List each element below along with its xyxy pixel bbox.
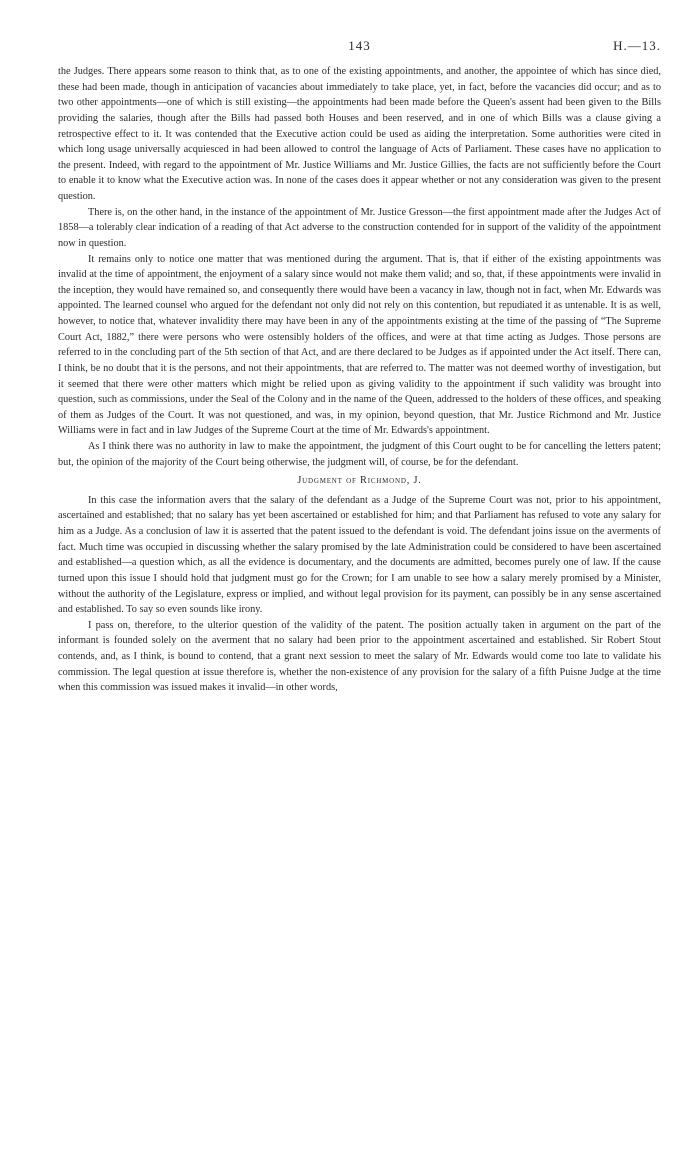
paragraph: There is, on the other hand, in the instance of the appointment of Mr. Justice Gresson—the first appointment made after the Judges Act of 1858—a tolerably clear indication of a reading of that Act adverse to the construction contended for in support of the validity of the appointment now in question. [58, 206, 661, 249]
page-number: 143 [348, 38, 371, 53]
paragraph: As I think there was no authority in law to make the appointment, the judgment of this Court ought to be for cancelling the letters patent; but, the opinion of the majority of the Court being otherwise, the judgment will, of course, be for the defendant. [58, 441, 661, 468]
paragraph: I pass on, therefore, to the ulterior question of the validity of the patent. The position actually taken in argument on the part of the informant is founded solely on the averment that no salary had been prior to the appointment ascertained and established. Sir Robert Stout contends, and, as I think, is bound to contend, that a grant next session to meet the salary of Mr. Edwards would come too late to validate his commission. The legal question at issue therefore is, whether the non-existence of any provision for the salary of a fifth Puisne Judge at the time when this commission was issued makes it invalid—in other words, [58, 619, 661, 694]
paragraph: In this case the information avers that the salary of the defendant as a Judge of the Supreme Court was not, prior to his appointment, ascertained and established; that no salary has yet been ascertained or established for him; and that Parliament has refused to vote any salary for him as a Judge. As a conclusion of law it is asserted that the patent issued to the defendant is void. The defendant joins issue on the averments of fact. Much time was occupied in discussing whether the salary promised by the late Administration could be considered to have been ascertained and established—a question which, as all the evidence is documentary, and the documents are admitted, becomes purely one of law. If the cause turned upon this issue I should hold that judgment must go for the Crown; for I am unable to see how a salary merely promised by a Minister, without the authority of the Legislature, express or implied, and without legal provision for its payment, can possibly be in any sense ascertained and established. To say so even sounds like irony. [58, 494, 661, 616]
page-header [58, 38, 661, 62]
paragraph: the Judges. There appears some reason to think that, as to one of the existing appointments, and another, the appointee of which has since died, these had been made, though in anticipation of vacancies about immediately to take place, yet, in fact, before the vacancies did occur; and as to two other appointments—one of which is still existing—the appointments had been made before the Queen's assent had been given to the Bills providing the salaries, though after the Bills had passed both Houses and been reserved, and in one of which Bills was a clause giving a retrospective effect to it. It was contended that the Executive action could be used as aiding the interpretation. Some authorities were cited in which long usage universally acquiesced in had been allowed to control the language of Acts of Parliament. These cases have no application to the present. Indeed, with regard to the appointment of Mr. Justice Williams and Mr. Justice Gillies, the facts are not sufficiently before the Court to enable it to know what the Executive action was. In none of the cases does it appear whether or not any consideration was given to the present question. [58, 66, 661, 202]
section-heading: Judgment of Richmond, J. [297, 475, 422, 487]
body-text [58, 64, 661, 696]
document-reference: H.—13. [613, 38, 661, 53]
paragraph: It remains only to notice one matter that was mentioned during the argument. That is, that if either of the existing appointments was invalid at the time of appointment, the enjoyment of a salary since would not make them valid; and so, that, if these appointments were invalid in the inception, they would have remained so, and consequently there would have been a vacancy in law, though not in fact, when Mr. Edwards was appointed. The learned counsel who argued for the defendant not only did not rely on this contention, but repudiated it as untenable. It is as well, however, to notice that, whatever invalidity there may have been in any of the appointments existing at the time of the passing of “The Supreme Court Act, 1882,” there were persons who were ostensibly holders of the offices, and were at that time acting as Judges. Those persons are referred to in the concluding part of the 5th section of that Act, and are there declared to be Judges as if appointed under the Act itself. There can, I think, be no doubt that it is the persons, and not their appointments, that are referred to. The matter was not deemed worthy of investigation, but it seemed that there were other matters which might be relied upon as giving validity to the appointment if such validity was brought into question, such as commissions, under the Seal of the Colony and in the name of the Queen, addressed to the holders of these offices, and speaking of them as Judges of the Court. It was not questioned, and was, in my opinion, beyond question, that Mr. Justice Richmond and Mr. Justice Williams were in fact and in law Judges of the Supreme Court at the time of Mr. Edwards's appointment. [58, 253, 661, 437]
